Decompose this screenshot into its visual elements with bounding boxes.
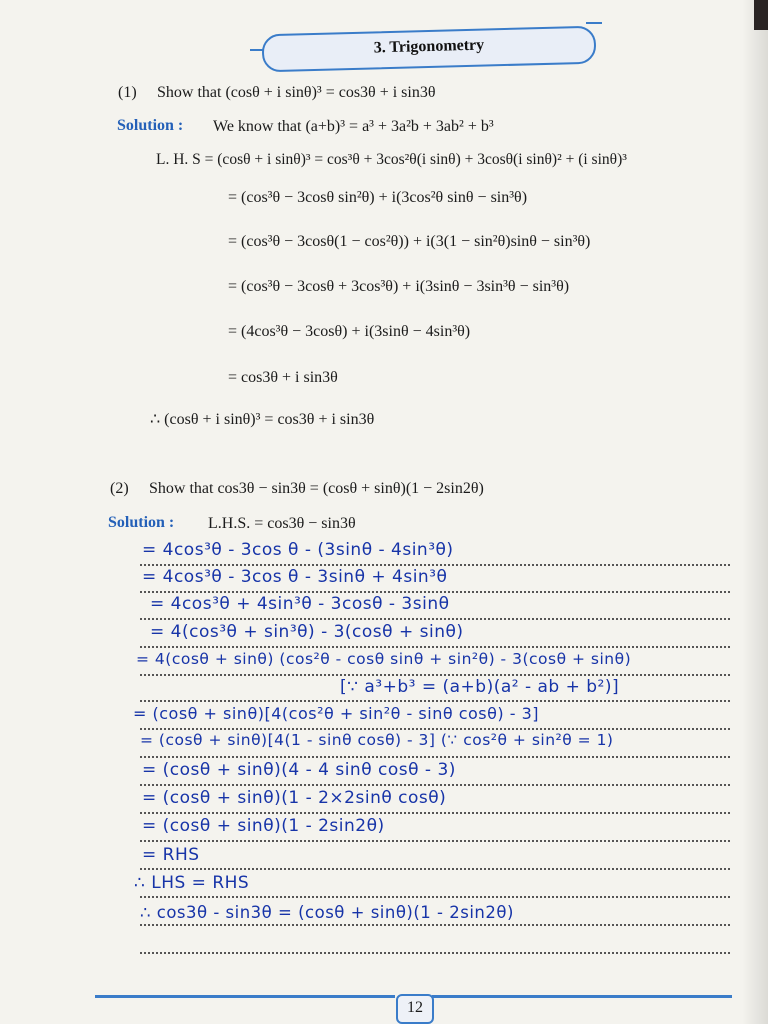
handwritten-line-12: = RHS [142,845,200,865]
q1-step-4: = (4cos³θ − 3cosθ) + i(3sinθ − 4sin³θ) [228,323,471,340]
q1-step-2: = (cos³θ − 3cosθ(1 − cos²θ)) + i(3(1 − sin²θ)sinθ − sin³θ) [228,233,591,250]
handwritten-line-4: = 4(cos³θ + sin³θ) - 3(cosθ + sinθ) [150,622,464,642]
dotted-line [140,952,730,954]
handwritten-line-13: ∴ LHS = RHS [134,873,250,893]
q1-step-3: = (cos³θ − 3cosθ + 3cos³θ) + i(3sinθ − 3sin³θ − sin³θ) [228,278,570,295]
q1-solution-label: Solution : [117,117,184,134]
handwritten-line-6: [∵ a³+b³ = (a+b)(a² - ab + b²)] [340,677,620,697]
handwritten-line-14: ∴ cos3θ - sin3θ = (cosθ + sinθ)(1 - 2sin2θ) [140,903,514,922]
q2-statement: Show that cos3θ − sin3θ = (cosθ + sinθ)(1 − 2sin2θ) [149,480,484,497]
header-rule-right [586,22,602,24]
q1-conclusion: ∴ (cosθ + i sinθ)³ = cos3θ + i sin3θ [150,411,375,428]
q1-step-5: = cos3θ + i sin3θ [228,369,338,386]
page-number: 12 [396,994,434,1024]
chapter-header [262,26,597,73]
dotted-line [140,618,730,620]
dotted-line [140,840,730,842]
handwritten-line-10: = (cosθ + sinθ)(1 - 2×2sinθ cosθ) [142,788,447,808]
dotted-line [140,868,730,870]
handwritten-line-11: = (cosθ + sinθ)(1 - 2sin2θ) [142,816,385,836]
page-edge-shadow [742,0,768,1024]
dotted-line [140,896,730,898]
dotted-line [140,700,730,702]
q2-solution-label: Solution : [108,514,175,531]
q2-label: (2) [110,480,129,497]
q1-step-1: = (cos³θ − 3cosθ sin²θ) + i(3cos²θ sinθ − sin³θ) [228,189,528,206]
page-corner [754,0,768,30]
dotted-line [140,924,730,926]
q1-identity: We know that (a+b)³ = a³ + 3a²b + 3ab² + b³ [213,118,494,135]
dotted-line [140,564,730,566]
handwritten-line-3: = 4cos³θ + 4sin³θ - 3cosθ - 3sinθ [150,594,450,614]
footer-rule-right [432,995,732,998]
handwritten-line-8: = (cosθ + sinθ)[4(1 - sinθ cosθ) - 3] (∵ cos²θ + sin²θ = 1) [140,731,614,749]
handwritten-line-1: = 4cos³θ - 3cos θ - (3sinθ - 4sin³θ) [142,540,454,560]
footer-rule-left [95,995,395,998]
dotted-line [140,756,730,758]
handwritten-line-2: = 4cos³θ - 3cos θ - 3sinθ + 4sin³θ [142,567,448,587]
chapter-title: 3. Trigonometry [373,36,485,57]
q2-lhs: L.H.S. = cos3θ − sin3θ [208,515,356,532]
dotted-line [140,784,730,786]
dotted-line [140,728,730,730]
handwritten-line-9: = (cosθ + sinθ)(4 - 4 sinθ cosθ - 3) [142,760,456,780]
dotted-line [140,591,730,593]
q1-lhs-expansion: L. H. S = (cosθ + i sinθ)³ = cos³θ + 3cos²θ(i sinθ) + 3cosθ(i sinθ)² + (i sinθ)³ [156,151,627,168]
handwritten-line-7: = (cosθ + sinθ)[4(cos²θ + sin²θ - sinθ cosθ) - 3] [133,704,540,723]
q1-statement: Show that (cosθ + i sinθ)³ = cos3θ + i sin3θ [157,84,436,101]
dotted-line [140,674,730,676]
handwritten-line-5: = 4(cosθ + sinθ) (cos²θ - cosθ sinθ + sin²θ) - 3(cosθ + sinθ) [136,650,632,668]
dotted-line [140,812,730,814]
q1-label: (1) [118,84,137,101]
dotted-line [140,646,730,648]
